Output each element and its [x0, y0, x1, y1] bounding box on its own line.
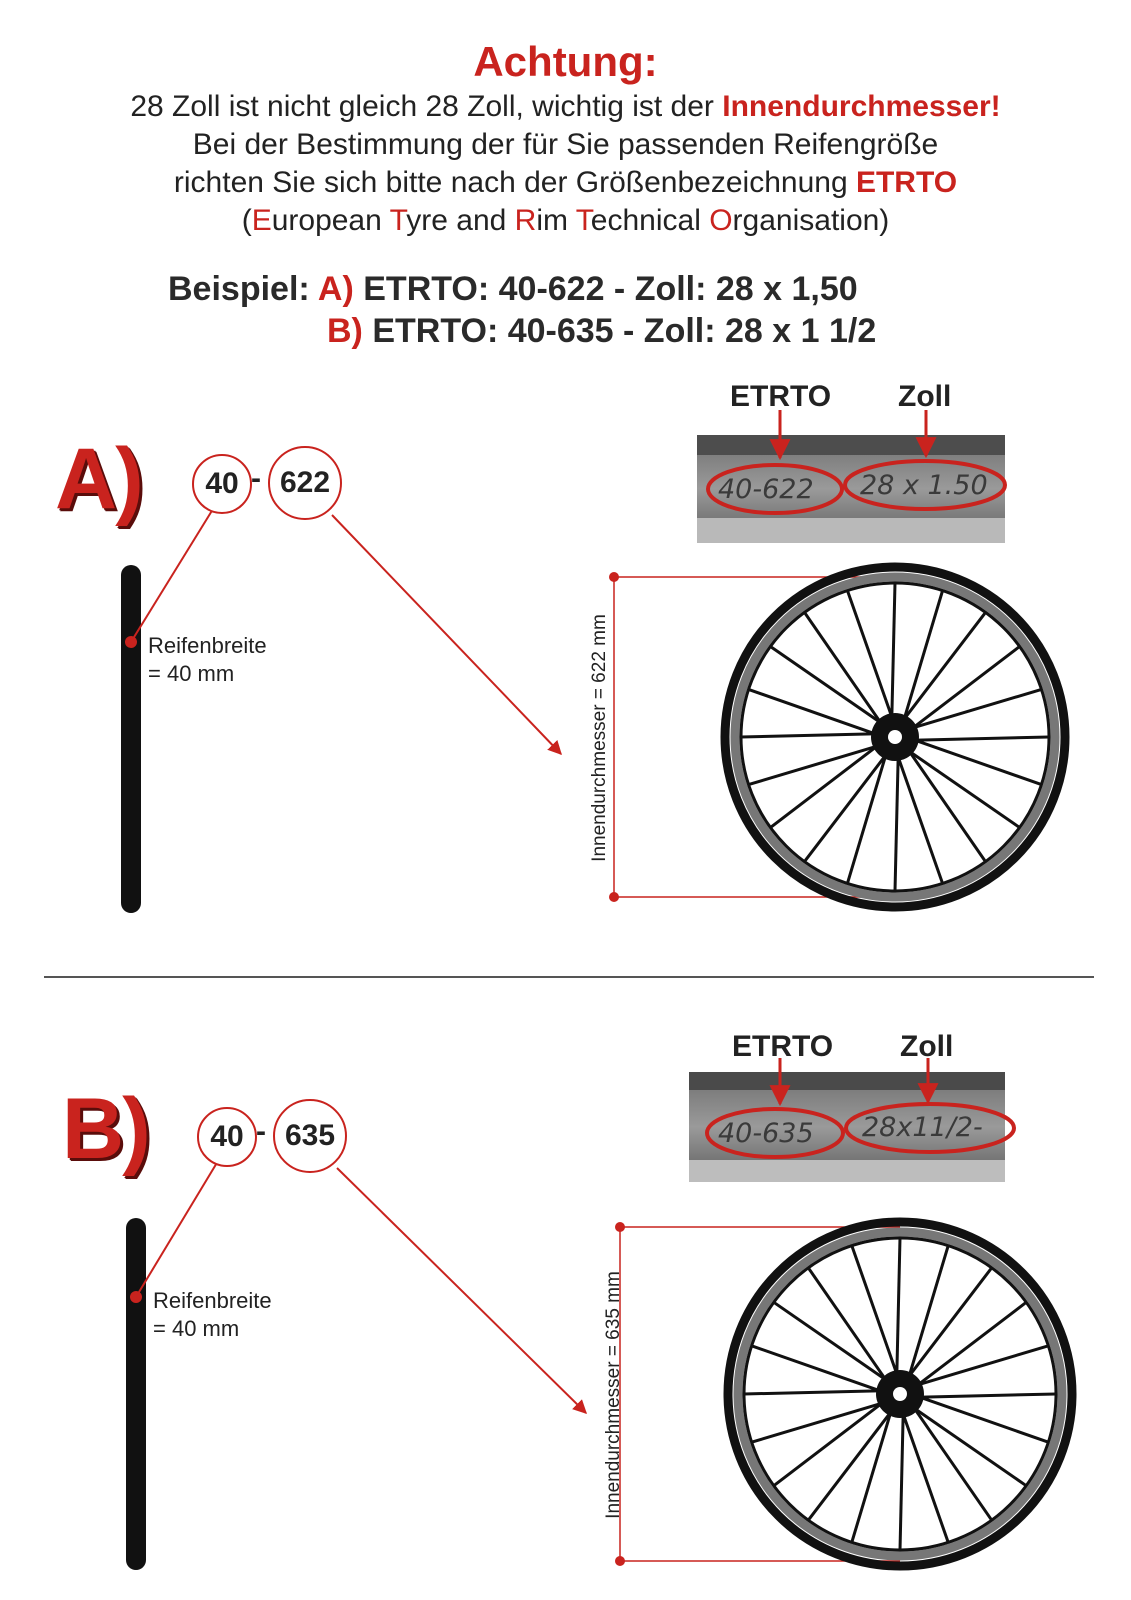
example-a-text: ETRTO: 40-622 - Zoll: 28 x 1,50 — [363, 270, 858, 308]
wheel-spoke — [902, 1412, 948, 1543]
width-circle-a — [192, 454, 252, 514]
wheel-spoke — [895, 755, 898, 891]
page-title: Achtung: — [473, 38, 658, 85]
wheel-spoke — [892, 583, 895, 719]
wheel-spoke — [897, 755, 942, 884]
wheel-spoke — [916, 1346, 1049, 1386]
acronym-word: im — [536, 204, 576, 237]
paren: ( — [241, 204, 252, 237]
tire-zoll-print-a: 28 x 1.50 — [860, 470, 988, 501]
diameter-value-b: 635 — [284, 1119, 336, 1152]
wheel-spoke — [913, 737, 1049, 740]
dash-a: - — [251, 462, 261, 495]
width-caption-b — [153, 1287, 272, 1343]
wheel-spoke — [774, 1302, 888, 1381]
zoll-header-a: Zoll — [898, 380, 952, 413]
wheel-spoke — [749, 689, 878, 734]
wheel-spoke — [908, 749, 986, 861]
diameter-value-a: 622 — [279, 466, 331, 499]
connector-width-b — [136, 1161, 218, 1297]
section-b-label: B) — [62, 1081, 149, 1177]
acronym-letter: R — [514, 204, 537, 237]
example-b-label: B) — [327, 312, 363, 350]
wheel-spoke — [744, 1391, 882, 1394]
wheel-spoke — [770, 646, 882, 724]
wheel-spoke — [749, 746, 880, 785]
wheel-spoke — [912, 1407, 1026, 1486]
diameter-circle-b — [273, 1099, 347, 1173]
wheel-spoke — [909, 1246, 949, 1379]
wheel-spoke — [741, 734, 877, 737]
acronym-word: echnical — [590, 204, 710, 237]
diameter-circle-a — [268, 446, 342, 520]
wheel-spoke — [808, 1268, 887, 1382]
wheel-spoke — [918, 1394, 1056, 1397]
wheel-spoke — [752, 1346, 883, 1392]
example-b-text: ETRTO: 40-635 - Zoll: 28 x 1 1/2 — [372, 312, 877, 350]
example-prefix: Beispiel: — [168, 270, 310, 308]
wheel-spoke — [897, 1238, 900, 1376]
etrto-header-a: ETRTO — [730, 380, 832, 413]
dim-dot-b — [615, 1556, 625, 1566]
etrto-header-b: ETRTO — [732, 1030, 834, 1063]
dash-b: - — [256, 1115, 266, 1148]
width-caption-a-line2: = 40 mm — [148, 661, 235, 686]
width-caption-b-line1: Reifenbreite — [153, 1288, 272, 1313]
intro-line-3-text: richten Sie sich bitte nach der Größenbezeichnung — [173, 166, 856, 199]
acronym-letter: T — [575, 204, 591, 237]
width-caption-a — [148, 632, 267, 688]
section-a-label: A) — [55, 431, 142, 527]
acronym-letter: T — [389, 204, 407, 237]
diameter-caption-a: Innendurchmesser = 622 mm — [589, 614, 610, 862]
intro-highlight-innendurchmesser: Innendurchmesser! — [722, 90, 1001, 123]
acronym-word: yre and — [406, 204, 515, 237]
wheel-spoke — [911, 689, 1042, 728]
dim-dot-a — [609, 892, 619, 902]
acronym-word: rganisation) — [732, 204, 890, 237]
connector-diameter-a — [332, 515, 561, 754]
intro-line-1-text: 28 Zoll ist nicht gleich 28 Zoll, wichtig ist der — [130, 90, 723, 123]
wheel-spoke — [913, 1406, 992, 1520]
wheel-spoke — [913, 739, 1042, 784]
wheel-spoke — [847, 591, 892, 720]
wheel-spoke — [907, 750, 1019, 828]
width-value-a: 40 — [205, 467, 239, 500]
dim-dot-b — [615, 1222, 625, 1232]
wheel-a — [725, 567, 1065, 907]
wheel-spoke — [918, 1396, 1049, 1442]
wheel-spoke — [847, 753, 886, 884]
connector-diameter-b — [337, 1168, 586, 1413]
wheel-spoke — [752, 1403, 885, 1443]
intro-highlight-etrto: ETRTO — [855, 166, 958, 199]
wheel-spoke — [900, 1412, 903, 1550]
width-value-b: 40 — [210, 1120, 244, 1153]
tire-etrto-print-b: 40-635 — [718, 1118, 814, 1149]
example-a-label: A) — [317, 270, 354, 308]
tire-profile-a — [121, 565, 141, 913]
wheel-spoke — [904, 591, 943, 722]
width-circle-b — [197, 1107, 257, 1167]
acronym-letter: O — [709, 204, 733, 237]
width-caption-b-line2: = 40 mm — [153, 1316, 240, 1341]
tire-zoll-print-b: 28x11/2- — [862, 1112, 983, 1143]
tire-profile-b — [126, 1218, 146, 1570]
zoll-header-b: Zoll — [900, 1030, 954, 1063]
wheel-spoke — [804, 612, 882, 724]
connector-width-a — [131, 509, 213, 642]
wheel-spoke — [852, 1246, 898, 1377]
tire-etrto-print-a: 40-622 — [718, 474, 814, 505]
intro-line-2: Bei der Bestimmung der für Sie passenden Reifengröße — [192, 128, 939, 161]
dim-dot-a — [609, 572, 619, 582]
diameter-caption-b: Innendurchmesser = 635 mm — [603, 1271, 624, 1519]
acronym-letter: E — [251, 204, 272, 237]
width-caption-a-line1: Reifenbreite — [148, 633, 267, 658]
wheel-b — [728, 1222, 1072, 1566]
acronym-word: uropean — [271, 204, 390, 237]
section-divider — [44, 976, 1094, 978]
wheel-spoke — [852, 1410, 892, 1543]
